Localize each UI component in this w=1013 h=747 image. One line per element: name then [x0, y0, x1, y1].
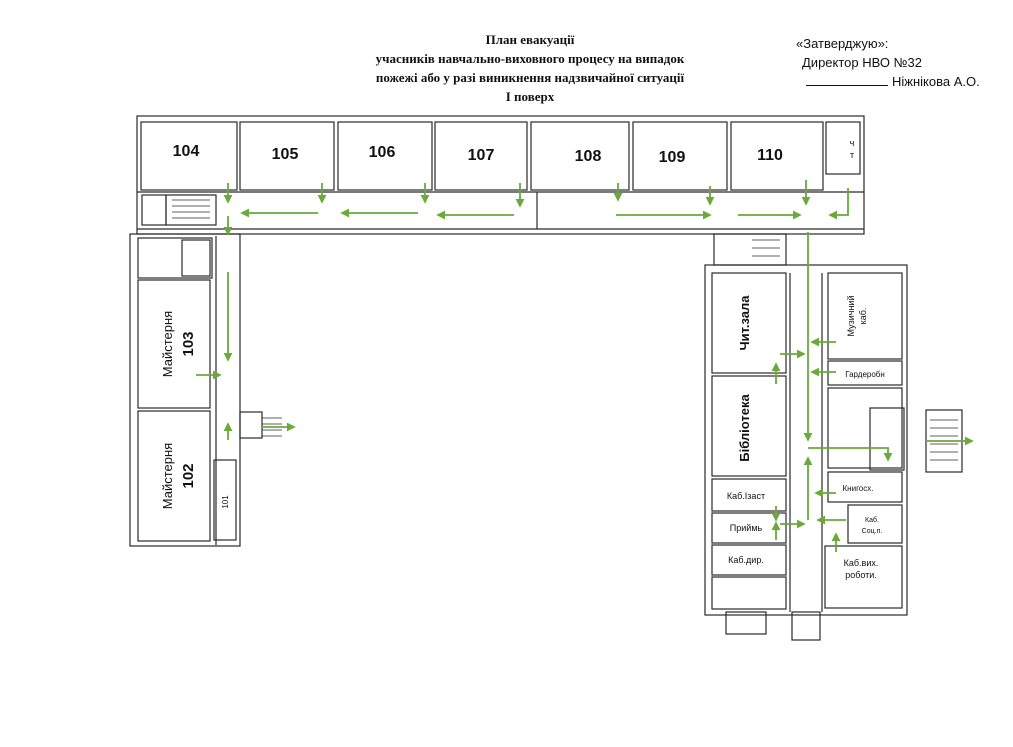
evacuation-arrows: [196, 180, 972, 552]
right-bottom-left-wall: [712, 577, 786, 609]
title-line-2: учасників навчально-виховного процесу на випадок: [375, 51, 685, 66]
room-106-label: 106: [368, 144, 396, 161]
upbringing-office-label-2: роботи.: [845, 570, 877, 580]
music-room-label-2: каб.: [858, 307, 868, 325]
reading-room-label: Чит.зала: [737, 295, 752, 351]
room-103-number: 103: [180, 331, 197, 357]
room-102-name: Майстерня: [160, 442, 175, 510]
title-line-4: І поверх: [505, 89, 555, 104]
bottom-exit-right: [792, 612, 820, 640]
right-exit-vestibule: [870, 408, 904, 470]
social-office-label-1: Каб.: [865, 517, 879, 524]
room-102-number: 102: [180, 463, 197, 489]
room-109-label: 109: [658, 149, 686, 166]
left-small-room: [138, 238, 212, 278]
director-office-label: Каб.дир.: [728, 555, 764, 565]
left-stair-box-1: [142, 195, 166, 225]
wc-label-2: т: [849, 150, 855, 160]
social-office-label-2: Соц.п.: [861, 528, 883, 535]
right-stair-top: [714, 234, 786, 265]
walls: [130, 116, 962, 640]
library-label: Бібліотека: [737, 394, 752, 462]
arrow: [808, 448, 888, 460]
approval-line-1: «Затверджую»:: [796, 36, 889, 51]
room-101-label: 101: [221, 495, 230, 509]
title-line-3: пожежі або у разі виникнення надзвичайної ситуації: [375, 70, 685, 85]
stair-hatching: [172, 200, 958, 460]
room-103-name: Майстерня: [160, 310, 175, 378]
book-storage-label: Книгосх.: [842, 484, 874, 493]
wc-wall: [826, 122, 860, 174]
social-office-wall: [848, 505, 902, 543]
room-107-label: 107: [467, 147, 495, 164]
top-wing-outline: [137, 116, 864, 234]
upbringing-office-label-1: Каб.вих.: [843, 558, 879, 568]
left-small-room-2: [182, 240, 210, 276]
reception-label: Приймь: [729, 523, 763, 533]
room-104-label: 104: [172, 143, 200, 160]
room-110-label: 110: [757, 147, 783, 164]
right-middle-room-wall: [828, 388, 902, 468]
deputy-office-label: Каб.Ізаст: [726, 491, 766, 501]
music-room-label-1: Музичний: [846, 295, 856, 337]
wc-label-1: ч: [849, 138, 855, 148]
left-stair-box-2: [166, 195, 216, 225]
room-105-label: 105: [271, 146, 299, 163]
wardrobe-label: Гардеробн: [845, 370, 885, 379]
approval-line-2: Директор НВО №32: [802, 55, 922, 70]
approval-line-3: Ніжнікова А.О.: [892, 74, 980, 89]
room-108-label: 108: [574, 148, 602, 165]
title-line-1: План евакуації: [485, 32, 575, 47]
left-exit-stairs: [240, 412, 262, 438]
